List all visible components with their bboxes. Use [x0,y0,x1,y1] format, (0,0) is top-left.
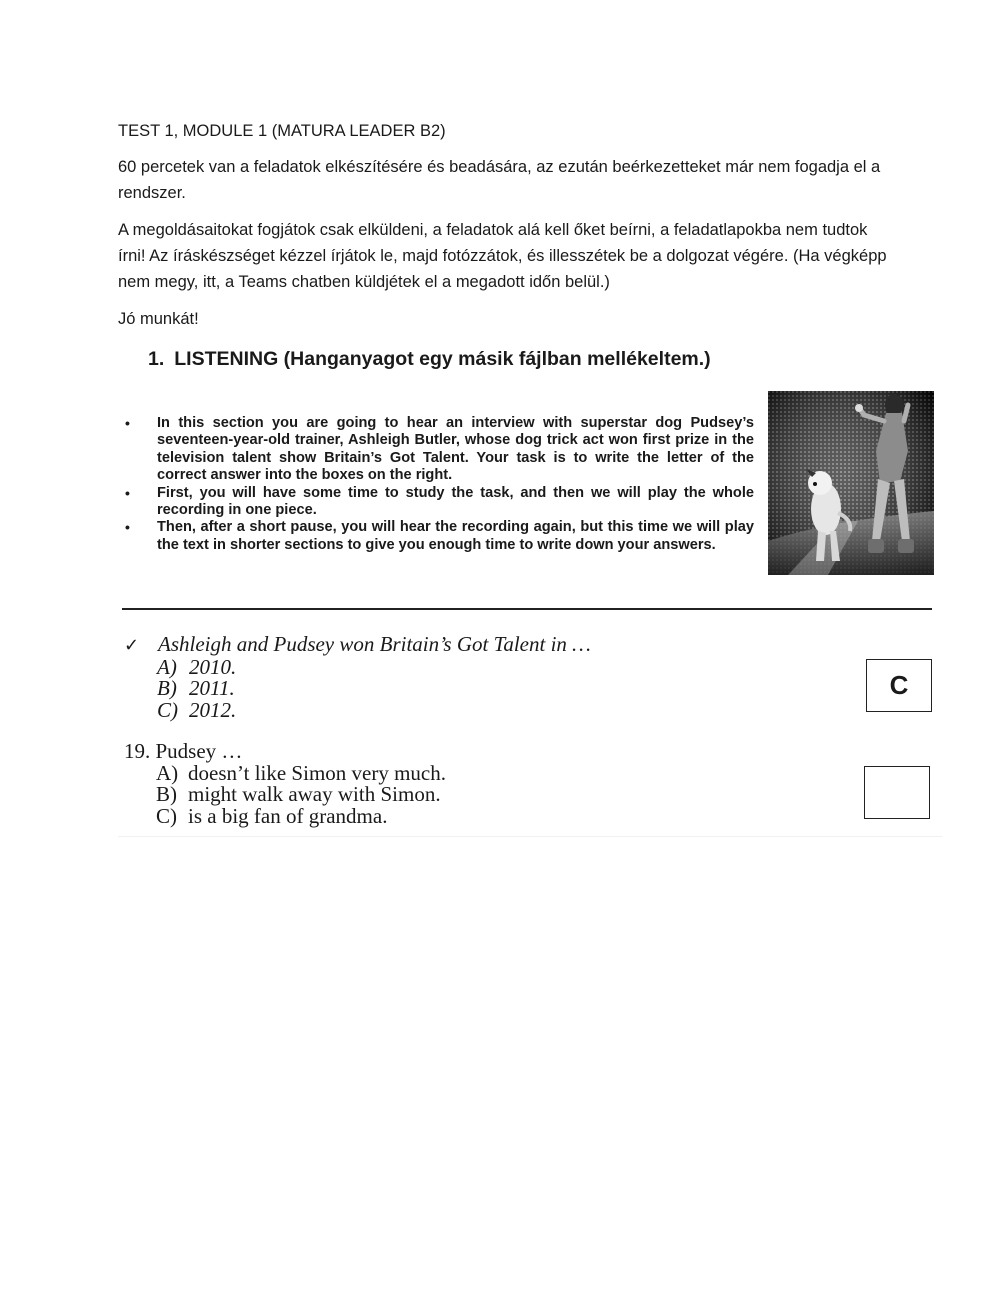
question-19-option-b: B) might walk away with Simon. [156,782,441,806]
question-19-option-a: A) doesn’t like Simon very much. [156,760,446,785]
test-title: TEST 1, MODULE 1 (MATURA LEADER B2) [118,122,446,140]
content-bottom-edge [118,836,942,837]
bullet-icon: • [125,415,130,431]
example-option-a: A) 2010. [157,654,237,679]
intro-section [118,118,898,343]
instruction-item: • Then, after a short pause, you will hear the recording again, but this time we will play the text in shorter sections to give you enough time to write down your answers. [125,519,754,553]
example-answer-box[interactable]: C [866,659,932,712]
checkmark-icon: ✓ [124,635,140,656]
submission-paragraph: A megoldásaitokat fogjátok csak elküldeni, a feladatok alá kell őket beírni, a feladatlapokba nem tudtok írni! Az íráskészséget kézzel írjátok le, majd fotózzátok, és illesszétek be a dolgozat végére. (Ha végképp nem megy, itt, a Teams chatben küldjétek el a megadott időn belül.) [118,221,887,291]
listening-heading [148,348,711,371]
section-number: 1. [148,348,165,370]
question-19 [124,741,446,827]
time-limit-paragraph: 60 percetek van a feladatok elkészítésére és beadására, az ezután beérkezetteket már nem fogadja el a rendszer. [118,158,881,202]
example-stem: Ashleigh and Pudsey won Britain’s Got Talent in … [158,632,591,656]
photo-illustration [768,391,934,575]
question-19-answer-box[interactable] [864,766,930,819]
dog-trainer-photo [768,391,934,575]
question-19-option-c: C) is a big fan of grandma. [156,803,388,828]
instructions-list [122,415,754,554]
instruction-item: • First, you will have some time to study the task, and then we will play the whole recording in one piece. [125,484,754,519]
example-question [124,634,591,721]
section-divider [122,608,932,610]
bullet-icon: • [125,519,130,536]
example-option-c: C) 2012. [157,697,237,722]
instruction-item: • In this section you are going to hear an interview with superstar dog Pudsey’s seventeen-year-old trainer, Ashleigh Butler, whose dog trick act won first prize in the television talent show Britain’s Got Talent. Your task is to write the letter of the correct answer into the boxes on the right. [125,415,754,484]
example-option-b: B) 2011. [157,676,235,700]
good-luck-paragraph: Jó munkát! [118,310,199,328]
question-19-stem: 19. Pudsey … [124,739,243,763]
section-title: LISTENING (Hanganyagot egy másik fájlban mellékeltem.) [174,348,711,370]
bullet-icon: • [125,484,130,501]
example-stem-line [124,634,591,657]
